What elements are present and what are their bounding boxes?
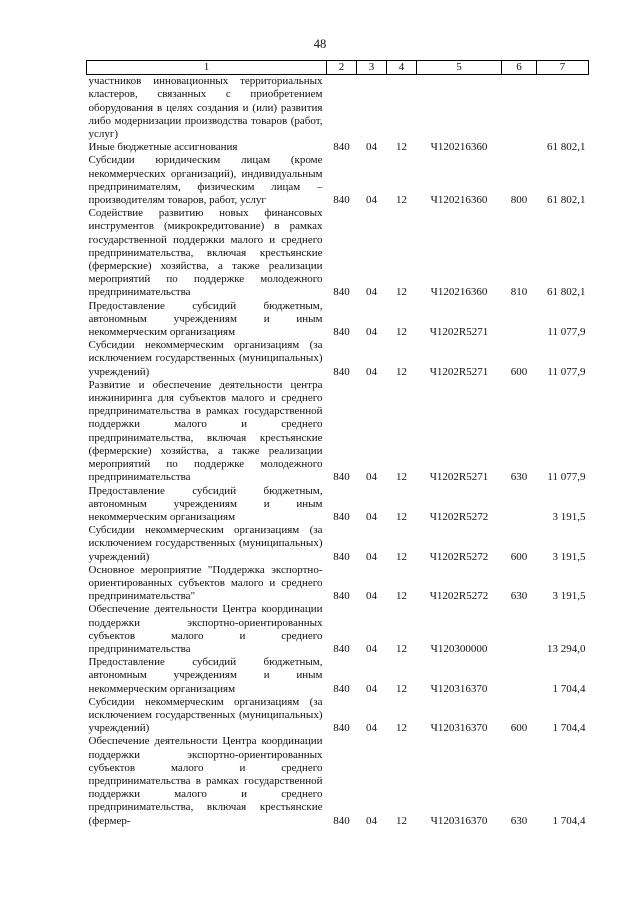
cell-ministry-code: 840 [333,722,350,735]
cell-ministry-code: 840 [333,682,350,695]
cell-ministry-code: 840 [333,194,350,207]
page-number: 48 [313,37,327,51]
cell-amount: 11 077,9 [547,365,586,378]
cell-subsection: 12 [396,722,407,735]
cell-target-article: Ч1202R5272 [429,590,489,603]
cell-amount: 3 191,5 [552,590,586,603]
cell-subsection: 12 [396,326,407,339]
cell-target-article: Ч120316370 [430,814,488,827]
cell-section: 04 [366,365,377,378]
cell-amount: 61 802,1 [547,141,586,154]
cell-description: участников инновационных территориальных кластеров, связанных с приобретением оборудования в целях создания и (или) развития либо модернизации производства товаров (работ, услуг) [88,75,323,141]
header-row [87,61,589,75]
cell-amount: 1 704,4 [552,814,586,827]
cell-ministry-code: 840 [333,642,350,655]
cell-amount: 11 077,9 [547,471,586,484]
cell-description: Содействие развитию новых финансовых инструментов (микрокредитование) в рамках государственной поддержки малого и среднего предпринимательства, включая крестьянские (фермерские) хозяйства, а также реализации мероприятий по поддержке молодежного предпринимательства [88,207,323,299]
cell-target-article: Ч1202R5272 [429,510,489,523]
table-row [87,564,589,604]
cell-ministry-code [327,75,357,142]
cell-subsection [387,75,417,142]
cell-target-article: Ч120216360 [430,194,488,207]
cell-description: Субсидии некоммерческим организациям (за исключением государственных (муниципальных) учреждений) [88,695,323,735]
cell-expense-type [502,656,537,696]
cell-expense-type: 630 [510,814,528,827]
cell-description: Развитие и обеспечение деятельности центра инжиниринга для субъектов малого и среднего предпринимательства в рамках государственной поддержки малого и среднего предпринимательства, включая крестьянские (фермерские) хозяйства, а также реализации мероприятий по поддержке молодежного предпринимательства [88,378,323,484]
header-col-1: 1 [87,61,327,75]
cell-expense-type: 600 [510,550,528,563]
cell-description: Основное мероприятие "Поддержка экспортно-ориентированных субъектов малого и среднего предпринимательства" [88,563,323,603]
table-row [87,379,589,485]
cell-target-article: Ч120316370 [430,722,488,735]
cell-subsection: 12 [396,682,407,695]
cell-section: 04 [366,510,377,523]
cell-expense-type: 800 [510,194,528,207]
table-row [87,696,589,736]
cell-expense-type: 630 [510,471,528,484]
cell-subsection: 12 [396,814,407,827]
cell-target-article: Ч120316370 [430,682,488,695]
cell-ministry-code: 840 [333,286,350,299]
table-row [87,141,589,154]
cell-amount: 11 077,9 [547,326,586,339]
header-col-2: 2 [327,61,357,75]
cell-ministry-code: 840 [333,550,350,563]
cell-amount: 3 191,5 [552,550,586,563]
cell-expense-type: 600 [510,722,528,735]
table-row [87,603,589,656]
cell-subsection: 12 [396,286,407,299]
cell-ministry-code: 840 [333,365,350,378]
cell-section: 04 [366,682,377,695]
cell-description: Иные бюджетные ассигнования [88,141,238,154]
header-col-4: 4 [387,61,417,75]
cell-amount: 1 704,4 [552,682,586,695]
cell-section: 04 [366,642,377,655]
cell-amount [537,75,589,142]
cell-target-article: Ч120300000 [430,642,488,655]
cell-subsection: 12 [396,471,407,484]
cell-subsection: 12 [396,194,407,207]
cell-expense-type: 810 [510,286,528,299]
cell-expense-type: 600 [510,365,528,378]
cell-amount: 3 191,5 [552,510,586,523]
cell-description: Субсидии некоммерческим организациям (за исключением государственных (муниципальных) учреждений) [88,339,323,378]
cell-target-article: Ч1202R5272 [429,550,489,563]
cell-description: Предоставление субсидий бюджетным, автономным учреждениям и иным некоммерческим организациям [88,299,323,339]
cell-amount: 61 802,1 [547,194,586,207]
table-row [87,207,589,299]
cell-expense-type: 630 [510,590,528,603]
cell-section: 04 [366,550,377,563]
cell-target-article: Ч120216360 [430,286,488,299]
cell-subsection: 12 [396,550,407,563]
table-row [87,339,589,379]
cell-description: Предоставление субсидий бюджетным, автономным учреждениям и иным некоммерческим организациям [88,484,323,523]
cell-target-article [417,75,502,142]
cell-target-article: Ч1202R5271 [429,471,489,484]
cell-description: Субсидии некоммерческим организациям (за исключением государственных (муниципальных) учреждений) [88,524,323,563]
cell-description: Обеспечение деятельности Центра координации поддержки экспортно-ориентированных субъектов малого и среднего предпринимательства [88,603,323,655]
cell-description: Обеспечение деятельности Центра координации поддержки экспортно-ориентированных субъектов малого и среднего предпринимательства в рамках государственной поддержки малого и среднего предпринимательства, включая крестьянские (фермер- [88,735,323,827]
cell-section: 04 [366,326,377,339]
cell-target-article: Ч1202R5271 [429,365,489,378]
cell-expense-type [502,603,537,656]
cell-ministry-code: 840 [333,326,350,339]
header-col-6: 6 [502,61,537,75]
cell-target-article: Ч120216360 [430,141,488,154]
cell-amount: 61 802,1 [547,286,586,299]
cell-expense-type [502,75,537,142]
cell-subsection: 12 [396,365,407,378]
cell-section: 04 [366,590,377,603]
cell-section: 04 [366,194,377,207]
cell-section: 04 [366,722,377,735]
cell-subsection: 12 [396,642,407,655]
table-row [87,735,589,827]
table-row [87,485,589,525]
cell-expense-type [502,141,537,154]
cell-ministry-code: 840 [333,141,350,154]
table-row [87,524,589,564]
table-row [87,300,589,340]
cell-amount: 13 294,0 [547,642,586,655]
budget-table [86,60,589,828]
cell-subsection: 12 [396,141,407,154]
table-row [87,75,589,142]
cell-description: Субсидии юридическим лицам (кроме некоммерческих организаций), индивидуальным предпринимателям, физическим лицам – производителям товаров, работ, услуг [88,154,323,207]
cell-expense-type [502,300,537,340]
cell-section [357,75,387,142]
cell-subsection: 12 [396,590,407,603]
header-col-3: 3 [357,61,387,75]
cell-section: 04 [366,471,377,484]
cell-ministry-code: 840 [333,510,350,523]
cell-amount: 1 704,4 [552,722,586,735]
header-col-7: 7 [537,61,589,75]
cell-subsection: 12 [396,510,407,523]
cell-section: 04 [366,141,377,154]
table-row [87,154,589,207]
table-row [87,656,589,696]
cell-ministry-code: 840 [333,590,350,603]
cell-ministry-code: 840 [333,814,350,827]
cell-description: Предоставление субсидий бюджетным, автономным учреждениям и иным некоммерческим организациям [88,656,323,695]
cell-ministry-code: 840 [333,471,350,484]
cell-section: 04 [366,814,377,827]
cell-target-article: Ч1202R5271 [429,326,489,339]
header-col-5: 5 [417,61,502,75]
cell-section: 04 [366,286,377,299]
cell-expense-type [502,485,537,525]
